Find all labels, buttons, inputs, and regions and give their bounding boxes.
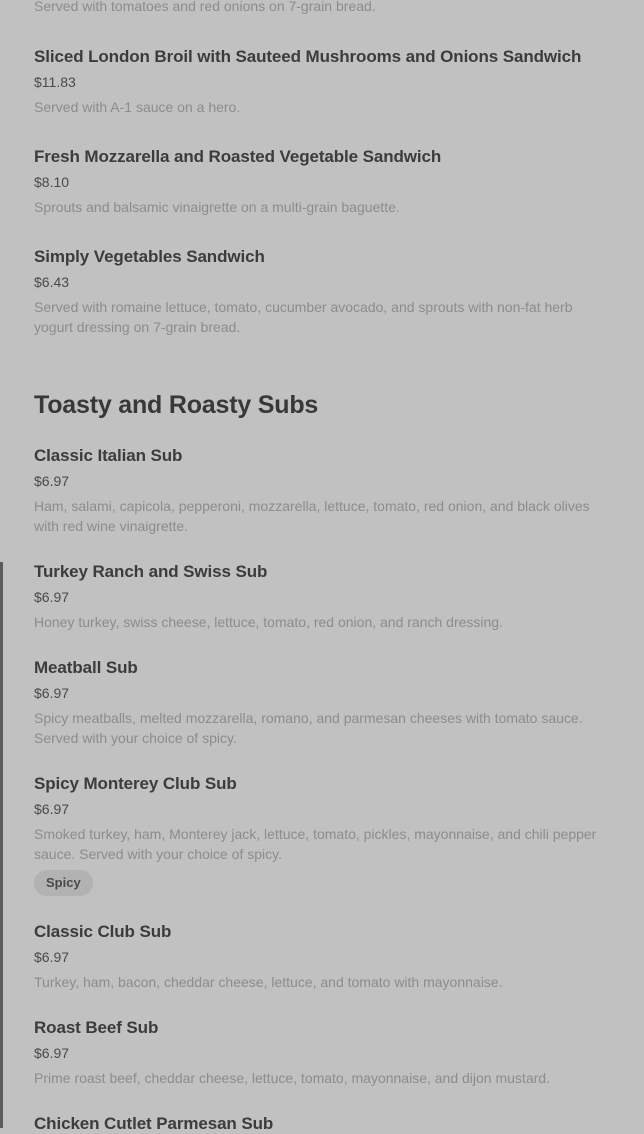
item-name: Classic Italian Sub (34, 446, 183, 465)
item-description: Honey turkey, swiss cheese, lettuce, tomato, red onion, and ranch dressing. (34, 614, 503, 630)
item-name: Simply Vegetables Sandwich (34, 247, 265, 266)
item-price: $6.97 (34, 685, 70, 701)
item-price: $11.83 (34, 74, 76, 90)
item-price: $6.43 (34, 274, 70, 290)
item-price: $6.97 (34, 1045, 70, 1061)
menu-section (34, 47, 610, 337)
item-name: Chicken Cutlet Parmesan Sub (34, 1114, 274, 1133)
scroll-indicator[interactable] (0, 562, 3, 1128)
menu-item[interactable] (34, 1114, 610, 1134)
item-name: Roast Beef Sub (34, 1018, 159, 1037)
item-name: Spicy Monterey Club Sub (34, 774, 237, 793)
menu-sections (34, 47, 610, 1134)
menu-item[interactable] (34, 247, 610, 337)
menu-item[interactable] (34, 147, 610, 217)
item-name: Meatball Sub (34, 658, 138, 677)
item-description: Spicy meatballs, melted mozzarella, romano, and parmesan cheeses with tomato sauce. Served with your choice of spicy. (34, 710, 583, 746)
section-title: Toasty and Roasty Subs (34, 391, 319, 419)
item-description: Served with romaine lettuce, tomato, cucumber avocado, and sprouts with non-fat herb yogurt dressing on 7-grain bread. (34, 299, 573, 335)
item-name: Turkey Ranch and Swiss Sub (34, 562, 268, 581)
item-price: $6.97 (34, 949, 70, 965)
item-description: Prime roast beef, cheddar cheese, lettuce, tomato, mayonnaise, and dijon mustard. (34, 1070, 550, 1086)
menu-item[interactable] (34, 774, 610, 896)
item-description: Smoked turkey, ham, Monterey jack, lettuce, tomato, pickles, mayonnaise, and chili pepper sauce. Served with your choice of spicy. (34, 826, 597, 862)
item-description: Ham, salami, capicola, pepperoni, mozzarella, lettuce, tomato, red onion, and black olives with red wine vinaigrette. (34, 498, 590, 534)
menu-section (34, 390, 610, 1134)
menu-item[interactable] (34, 658, 610, 748)
item-price: $6.97 (34, 589, 70, 605)
item-price: $6.97 (34, 801, 70, 817)
item-price: $8.10 (34, 174, 70, 190)
menu-item[interactable] (34, 47, 610, 117)
item-name: Sliced London Broil with Sauteed Mushrooms and Onions Sandwich (34, 47, 582, 66)
item-description: Served with A-1 sauce on a hero. (34, 99, 241, 115)
item-price: $6.97 (34, 473, 70, 489)
item-name: Classic Club Sub (34, 922, 172, 941)
item-name: Fresh Mozzarella and Roasted Vegetable Sandwich (34, 147, 442, 166)
menu-item[interactable] (34, 562, 610, 632)
item-description: Turkey, ham, bacon, cheddar cheese, lettuce, and tomato with mayonnaise. (34, 974, 503, 990)
menu-item[interactable] (34, 1018, 610, 1088)
spicy-badge: Spicy (34, 870, 93, 896)
item-description: Sprouts and balsamic vinaigrette on a multi-grain baguette. (34, 199, 400, 215)
previous-item-description-partial: Served with tomatoes and red onions on 7-grain bread. (34, 0, 376, 14)
menu-item[interactable] (34, 922, 610, 992)
menu-item[interactable] (34, 446, 610, 536)
